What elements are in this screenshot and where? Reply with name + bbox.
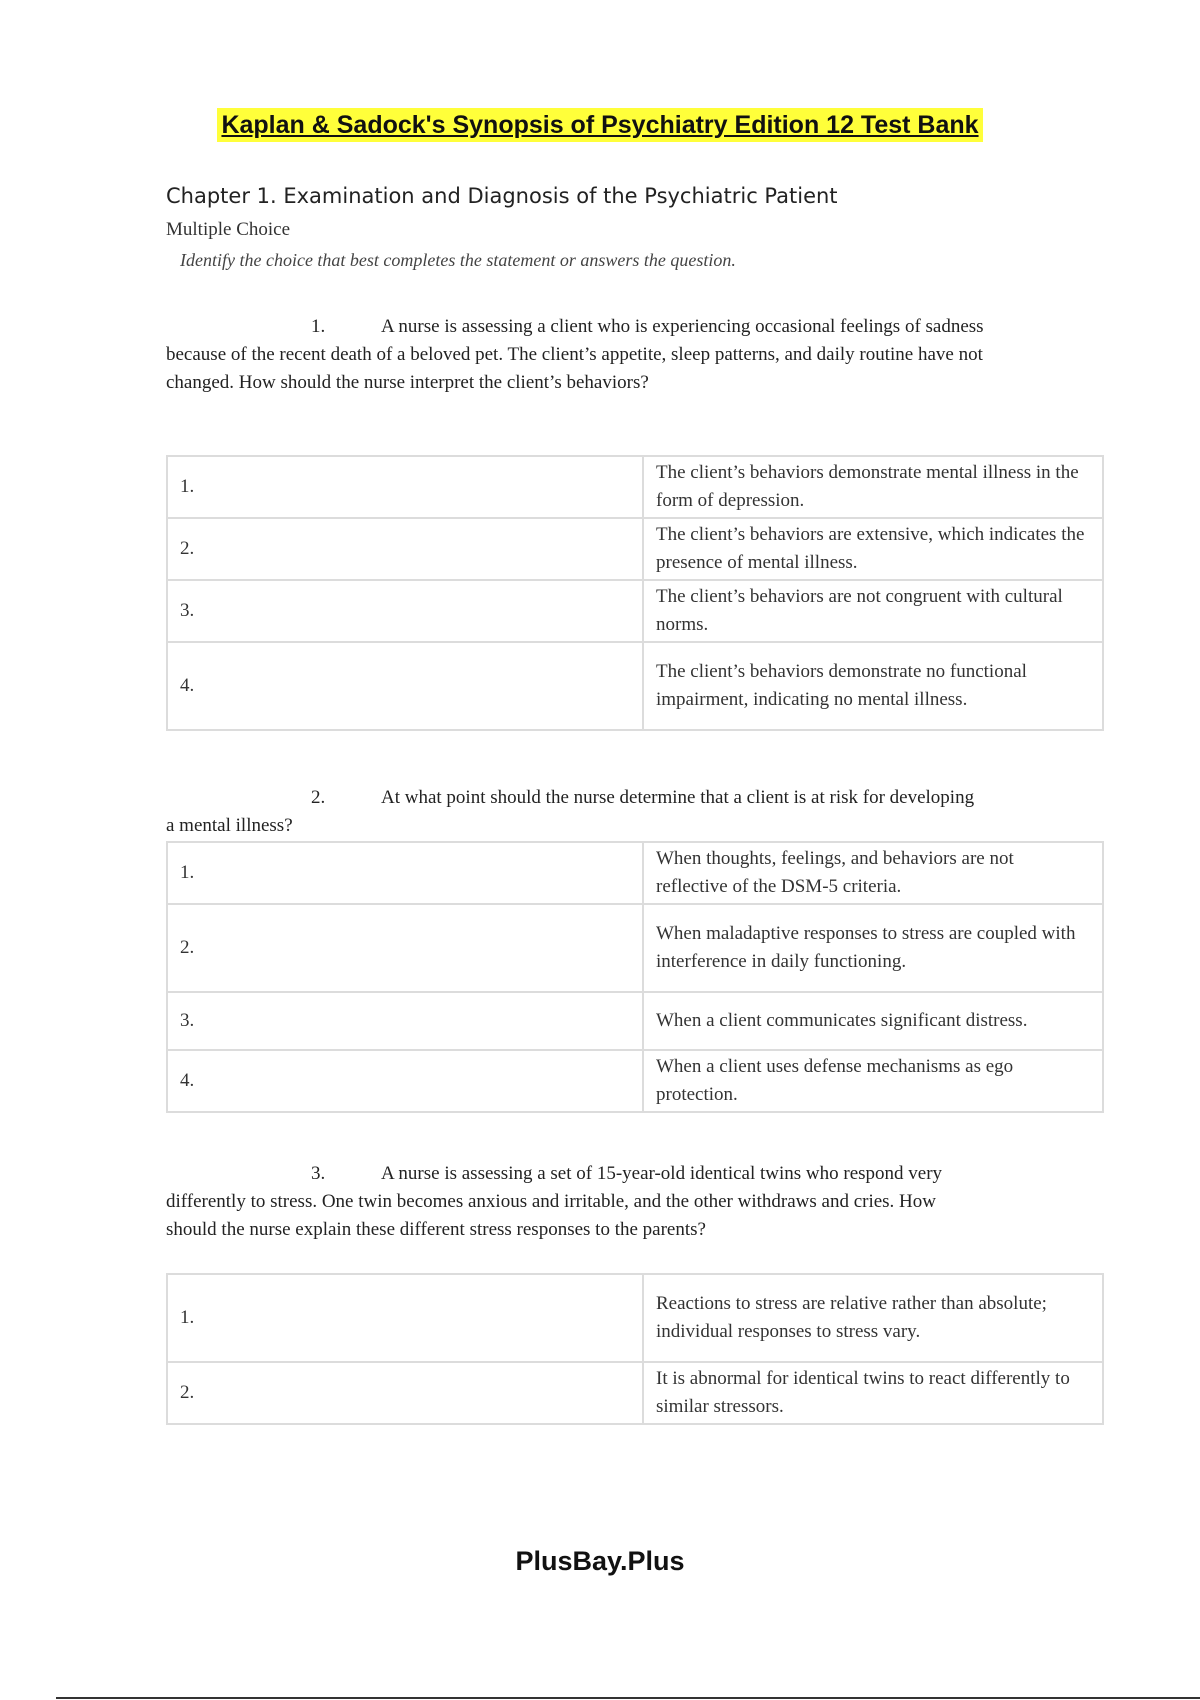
option-text: The client’s behaviors are extensive, which indicates the presence of mental illness. xyxy=(643,518,1103,580)
option-row[interactable] xyxy=(167,1050,1103,1112)
option-row[interactable] xyxy=(167,642,1103,730)
chapter-heading: Chapter 1. Examination and Diagnosis of the Psychiatric Patient xyxy=(166,184,838,208)
section-heading: Multiple Choice xyxy=(166,219,291,240)
option-row[interactable] xyxy=(167,1274,1103,1362)
option-text: When a client communicates significant distress. xyxy=(643,992,1103,1050)
option-row[interactable] xyxy=(167,580,1103,642)
option-number: 3. xyxy=(167,580,643,642)
option-number: 3. xyxy=(167,992,643,1050)
option-text: The client’s behaviors demonstrate mental illness in the form of depression. xyxy=(643,456,1103,518)
question-3 xyxy=(166,1160,986,1244)
question-3-options xyxy=(166,1273,1104,1425)
option-text: When thoughts, feelings, and behaviors are not reflective of the DSM-5 criteria. xyxy=(643,842,1103,904)
document-title: Kaplan & Sadock's Synopsis of Psychiatry Edition 12 Test Bank xyxy=(217,108,982,142)
option-number: 4. xyxy=(167,642,643,730)
footer-watermark: PlusBay.Plus xyxy=(515,1546,685,1576)
option-row[interactable] xyxy=(167,518,1103,580)
question-1 xyxy=(166,313,986,397)
question-number: 2. xyxy=(311,787,326,808)
question-2-options xyxy=(166,841,1104,1113)
question-number: 1. xyxy=(311,316,326,337)
option-row[interactable] xyxy=(167,842,1103,904)
option-text: The client’s behaviors demonstrate no functional impairment, indicating no mental illness. xyxy=(643,642,1103,730)
option-text: The client’s behaviors are not congruent with cultural norms. xyxy=(643,580,1103,642)
question-1-options xyxy=(166,455,1104,731)
question-text: At what point should the nurse determine that a client is at risk for developing a mental illness? xyxy=(166,787,975,836)
option-number: 2. xyxy=(167,1362,643,1424)
option-number: 2. xyxy=(167,518,643,580)
question-text: A nurse is assessing a client who is experiencing occasional feelings of sadness because of the recent death of a beloved pet. The client’s appetite, sleep patterns, and daily routine have not changed. How should the nurse interpret the client’s behaviors? xyxy=(166,316,984,393)
bottom-divider xyxy=(56,1697,1200,1699)
option-number: 1. xyxy=(167,842,643,904)
question-2 xyxy=(166,784,986,840)
question-number: 3. xyxy=(311,1163,326,1184)
option-row[interactable] xyxy=(167,456,1103,518)
question-text: A nurse is assessing a set of 15-year-old identical twins who respond very differently to stress. One twin becomes anxious and irritable, and the other withdraws and cries. How should the nurse explain these different stress responses to the parents? xyxy=(166,1163,943,1240)
option-number: 1. xyxy=(167,456,643,518)
instructions-text: Identify the choice that best completes the statement or answers the question. xyxy=(180,250,736,270)
option-text: It is abnormal for identical twins to react differently to similar stressors. xyxy=(643,1362,1103,1424)
option-text: Reactions to stress are relative rather than absolute; individual responses to stress vary. xyxy=(643,1274,1103,1362)
option-row[interactable] xyxy=(167,1362,1103,1424)
option-number: 4. xyxy=(167,1050,643,1112)
option-row[interactable] xyxy=(167,992,1103,1050)
title-container xyxy=(0,108,1200,142)
option-number: 1. xyxy=(167,1274,643,1362)
option-text: When maladaptive responses to stress are coupled with interference in daily functioning. xyxy=(643,904,1103,992)
option-text: When a client uses defense mechanisms as ego protection. xyxy=(643,1050,1103,1112)
option-row[interactable] xyxy=(167,904,1103,992)
option-number: 2. xyxy=(167,904,643,992)
